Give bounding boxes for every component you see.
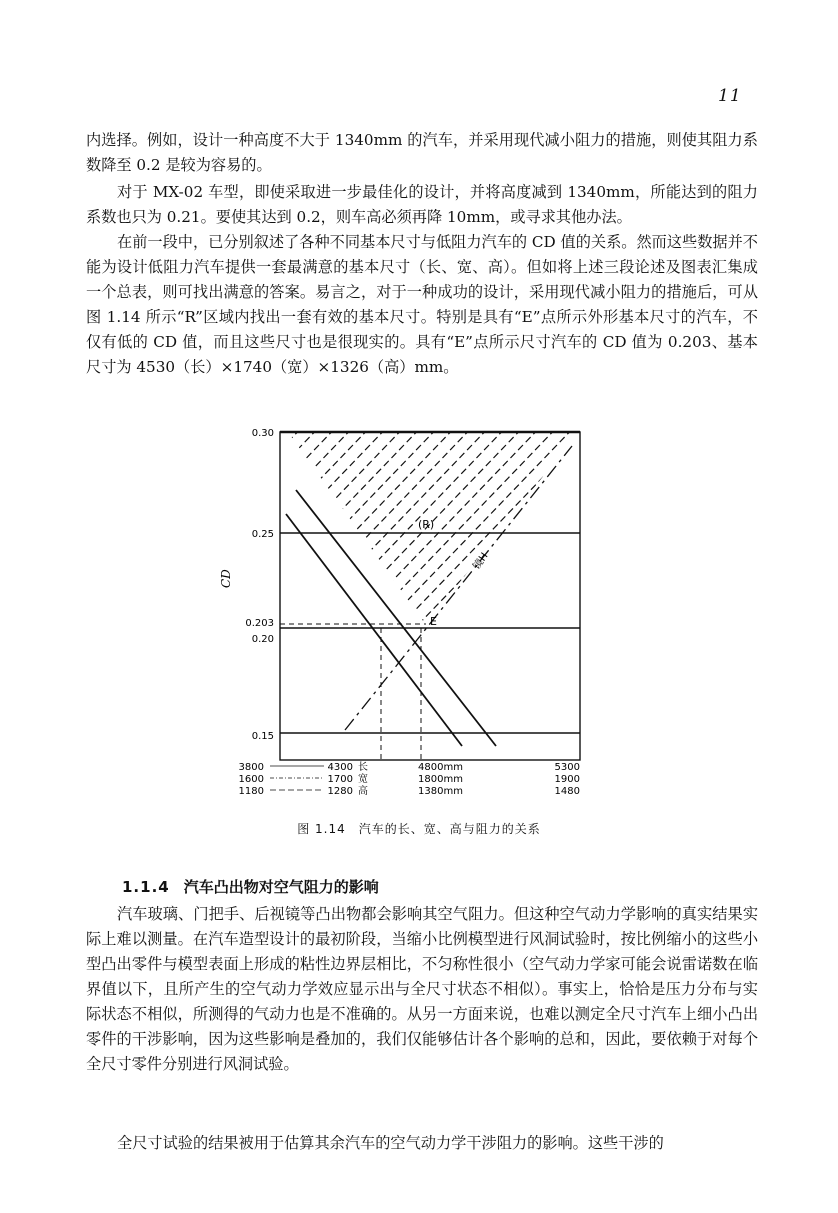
x-scale-name: 宽 xyxy=(358,774,368,785)
width-cd-line xyxy=(296,490,496,746)
x-tick-label: 1900 xyxy=(554,774,580,785)
paragraph-3: 在前一段中，已分别叙述了各种不同基本尺寸与低阻力汽车的 CD 值的关系。然而这些数据并不能为设计低阻力汽车提供一套最满意的基本尺寸（长、宽、高）。但如将上述三段论述及图表汇集成一个总表，则可找出满意的答案。易言之，对于一种成功的设计，采用现代减小阻力的措施后，可从图 1.14 所示“R”区域内找出一套有效的基本尺寸。特别是具有“E”点所示外形基本尺寸的汽车，不仅有低的 CD 值，而且这些尺寸也是很现实的。具有“E”点所示尺寸汽车的 CD 值为 0.203、基本尺寸为 4530（长）×1740（宽）×1326（高）mm。 xyxy=(86,233,758,376)
x-tick-label: 3800 xyxy=(238,762,264,773)
hatch-line xyxy=(8,420,258,680)
hatch-line xyxy=(365,420,615,680)
hatch-line xyxy=(297,420,547,680)
x-tick-label: 4300 xyxy=(327,762,353,773)
x-tick-label: 5300 xyxy=(554,762,580,773)
cd-dimension-chart xyxy=(200,420,620,820)
hatch-line xyxy=(280,420,530,680)
x-tick-label: 1800mm xyxy=(418,774,463,785)
hatch-line xyxy=(25,420,275,680)
hatch-line xyxy=(399,420,649,680)
region-r-hatch xyxy=(0,420,838,680)
hatch-line xyxy=(603,420,838,680)
figure-caption: 图 1.14 汽车的长、宽、高与阻力的关系 xyxy=(297,822,541,836)
paragraph-2: 对于 MX-02 车型，即使采取进一步最佳化的设计，并将高度减到 1340mm，所能达到的阻力系数也只为 0.21。要使其达到 0.2，则车高必须再降 10mm，或寻求其他办法。 xyxy=(86,183,758,226)
length-cd-line xyxy=(286,514,462,746)
y-tick-label: 0.25 xyxy=(251,529,274,540)
hatch-line xyxy=(331,420,581,680)
line-label: 镜H xyxy=(471,551,491,572)
hatch-line xyxy=(263,420,513,680)
x-scale-name: 长 xyxy=(358,762,368,773)
hatch-line xyxy=(246,420,496,680)
x-scale-name: 高 xyxy=(358,786,368,797)
hatch-line xyxy=(314,420,564,680)
page-number: 11 xyxy=(718,86,742,106)
hatch-line xyxy=(0,420,207,680)
paragraph-4: 汽车玻璃、门把手、后视镜等凸出物都会影响其空气阻力。但这种空气动力学影响的真实结果实际上难以测量。在汽车造型设计的最初阶段，当缩小比例模型进行风洞试验时，按比例缩小的这些小型凸出零件与模型表面上形成的粘性边界层相比，不匀称性很小（空气动力学家可能会说雷诺数在临界值以下，且所产生的空气动力学效应显示出与全尺寸状态不相似）。事实上，恰恰是压力分布与实际状态不相似，所测得的气动力也是不准确的。从另一方面来说，也难以测定全尺寸汽车上细小凸出零件的干涉影响，因为这些影响是叠加的，我们仅能够估计各个影响的总和，因此，要依赖于对每个全尺寸零件分别进行风洞试验。 xyxy=(86,905,758,1073)
paragraph-1: 内选择。例如，设计一种高度不大于 1340mm 的汽车，并采用现代减小阻力的措施，则使其阻力系数降至 0.2 是较为容易的。 xyxy=(86,131,758,174)
hatch-line xyxy=(93,420,343,680)
x-tick-label: 4800mm xyxy=(418,762,463,773)
hatch-line xyxy=(416,420,666,680)
y-tick-label: 0.30 xyxy=(251,428,274,439)
hatch-line xyxy=(76,420,326,680)
hatch-line xyxy=(0,420,190,680)
y-tick-label: 0.15 xyxy=(251,731,274,742)
section-heading xyxy=(122,876,379,897)
hatch-line xyxy=(569,420,819,680)
hatch-line xyxy=(0,420,241,680)
section-title: 汽车凸出物对空气阻力的影响 xyxy=(183,878,379,896)
hatch-line xyxy=(433,420,683,680)
y-axis-label: CD xyxy=(219,569,233,588)
hatch-line xyxy=(484,420,734,680)
y-tick-label: 0.20 xyxy=(251,634,274,645)
point-e-label: E xyxy=(430,615,437,628)
figure-1-14 xyxy=(200,420,620,830)
plot-frame xyxy=(280,432,580,760)
x-tick-label: 1380mm xyxy=(418,786,463,797)
hatch-line xyxy=(450,420,700,680)
hatch-line xyxy=(382,420,632,680)
hatch-line xyxy=(178,420,428,680)
hatch-line xyxy=(212,420,462,680)
x-tick-label: 1600 xyxy=(238,774,264,785)
hatch-line xyxy=(0,420,224,680)
hatch-line xyxy=(501,420,751,680)
hatch-line xyxy=(518,420,768,680)
x-tick-label: 1700 xyxy=(327,774,353,785)
x-tick-label: 1280 xyxy=(327,786,353,797)
region-r-label: (R) xyxy=(418,518,435,531)
y-tick-label: 0.203 xyxy=(245,617,274,629)
paragraph-5: 全尺寸试验的结果被用于估算其余汽车的空气动力学干涉阻力的影响。这些干涉的 xyxy=(117,1134,664,1152)
hatch-line xyxy=(586,420,836,680)
hatch-line xyxy=(110,420,360,680)
hatch-line xyxy=(195,420,445,680)
hatch-line xyxy=(348,420,598,680)
section-number: 1.1.4 xyxy=(122,878,170,896)
hatch-line xyxy=(552,420,802,680)
hatch-line xyxy=(467,420,717,680)
hatch-line xyxy=(161,420,411,680)
x-tick-label: 1480 xyxy=(554,786,580,797)
x-tick-label: 1180 xyxy=(238,786,264,797)
hatch-line xyxy=(535,420,785,680)
